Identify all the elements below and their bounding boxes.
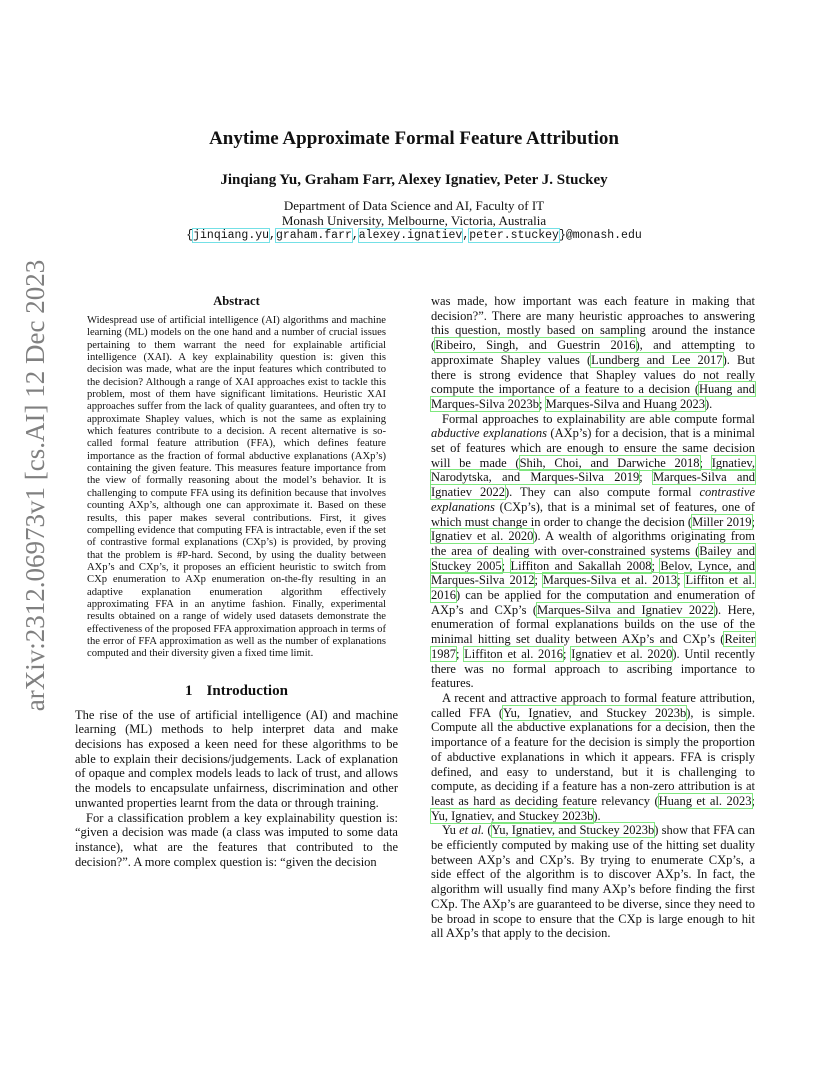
citation-link[interactable]: Miller 2019 xyxy=(692,514,752,529)
citation-link[interactable]: Lundberg and Lee 2017 xyxy=(591,352,723,367)
email-link-ignatiev[interactable]: alexey.ignatiev xyxy=(358,229,463,242)
citation-link[interactable]: Liffiton and Sakallah 2008 xyxy=(510,558,652,573)
citation-link[interactable]: Ignatiev, Narodytska, and Marques-Silva 2019 xyxy=(431,455,755,485)
citation-link[interactable]: Bailey and Stuckey 2005 xyxy=(431,543,755,573)
arxiv-identifier-stamp xyxy=(18,259,54,711)
citation-link[interactable]: Marques-Silva and Ignatiev 2022 xyxy=(537,602,714,617)
abstract-heading: Abstract xyxy=(213,294,260,308)
intro-paragraph-3: Formal approaches to explainability are able compute formal abductive explanations (AXp’s) for a decision, that is a minimal set of features which are enough to ensure the same decision will be made (Shih, Choi, and Darwiche 2018; Ignatiev, Narodytska, and Marques-Silva 2019; Marques-Silva and Ignatiev 2022). They can also compute formal contrastive explanations (CXp’s), that is a minimal set of features, one of which must change in order to change the decision (Miller 2019; Ignatiev et al. 2020). A wealth of algorithms originating from the area of dealing with over-constrained systems (Bailey and Stuckey 2005; Liffiton and Sakallah 2008; Belov, Lynce, and Marques-Silva 2012; Marques-Silva et al. 2013; Liffiton et al. 2016) can be applied for the computation and enumeration of AXp’s and CXp’s (Marques-Silva and Ignatiev 2022). Here, enumeration of formal explanations builds on the use of the minimal hitting set duality between AXp’s and CXp’s (Reiter 1987; Liffiton et al. 2016; Ignatiev et al. 2020). Until recently there was no formal approach to ascribing importance to features. xyxy=(431,411,756,691)
citation-link[interactable]: Marques-Silva et al. 2013 xyxy=(542,573,678,588)
citation-link[interactable]: Marques-Silva and Huang 2023 xyxy=(545,396,705,411)
affiliation-line-1: Department of Data Science and AI, Faculty of IT xyxy=(283,198,545,213)
citation-link[interactable]: Liffiton et al. 2016 xyxy=(464,646,564,661)
email-link-yu[interactable]: jinqiang.yu xyxy=(193,229,270,242)
email-link-farr[interactable]: graham.farr xyxy=(275,229,352,242)
intro-paragraph-4: A recent and attractive approach to formal feature attribution, called FFA (Yu, Ignatiev, and Stuckey 2023b), is simple. Compute all the abductive explanations for a decision, then the importance of a feature for the decision is simply the proportion of abductive explanations in which it appears. FFA is crisply defined, and easy to understand, but it is challenging to compute, as deciding if a feature has a non-zero attribution is at least as hard as deciding feature relevancy (Huang et al. 2023; Yu, Ignatiev, and Stuckey 2023b). xyxy=(431,690,755,823)
abstract-body: Widespread use of artificial intelligence (AI) algorithms and machine learning (ML) models on the one hand and a number of crucial issues pertaining to them warrant the need for explainable artificial intelligence (XAI). A key explainability question is: given this decision was made, what are the input features which contributed to the decision? Although a range of XAI approaches exist to tackle this problem, most of them have significant limitations. Heuristic XAI approaches suffer from the lack of quality guarantees, and often try to approximate Shapley values, which is not the same as explaining which features contribute to a decision. A recent alternative is so-called formal feature attribution (FFA), which defines feature importance as the fraction of formal abductive explanations (AXp’s) containing the given feature. This measures feature importance from the view of formally reasoning about the model’s behavior. It is challenging to compute FFA using its definition because that involves counting AXp’s, although one can approximate it. Based on these results, this paper makes several contributions. First, it gives compelling evidence that computing FFA is intractable, even if the set of contrastive formal explanations (CXp’s) is provided, by proving that the problem is #P-hard. Second, by using the duality between AXp’s and CXp’s, it proposes an efficient heuristic to switch from CXp enumeration to AXp enumeration on-the-fly resulting in an adaptive explanation enumeration algorithm effectively approximating FFA in an anytime fashion. Finally, experimental results obtained on a range of widely used datasets demonstrate the effectiveness of the proposed FFA approximation approach in terms of the error of FFA approximation as well as the number of explanations computed and their diversity given a fixed time limit. xyxy=(87,315,386,660)
intro-paragraph-5: Yu et al. (Yu, Ignatiev, and Stuckey 2023b) show that FFA can be efficiently computed by making use of the hitting set duality between AXp’s and CXp’s. By trying to enumerate CXp’s, a side effect of the algorithm is to discover AXp’s. In fact, the algorithm will usually find many AXp’s before finding the first CXp. The AXp’s are guaranteed to be diverse, since they need to be broad in scope to ensure that the CXp is large enough to hit all AXp’s that apply to the decision. xyxy=(431,823,755,941)
citation-link[interactable]: Ribeiro, Singh, and Guestrin 2016 xyxy=(435,338,636,353)
email-link-stuckey[interactable]: peter.stuckey xyxy=(469,229,559,242)
paper-title: Anytime Approximate Formal Feature Attribution xyxy=(209,128,619,149)
intro-paragraph-2: For a classification problem a key explainability question is: “given a decision was made (a class was imputed to some data instance), what are the features that contributed to the decision?”. A more complex question is: “given the decision xyxy=(75,810,398,869)
citation-link[interactable]: Huang et al. 2023 xyxy=(658,793,752,808)
section-title-text: Introduction xyxy=(206,682,288,699)
citation-link[interactable]: Yu, Ignatiev, and Stuckey 2023b xyxy=(503,705,687,720)
citation-link[interactable]: Yu, Ignatiev, and Stuckey 2023b xyxy=(491,823,655,838)
email-brace-open: { xyxy=(186,229,194,242)
right-column xyxy=(431,294,755,941)
author-emails: {jinqiang.yu,graham.farr,alexey.ignatiev,peter.stuckey}@monash.edu xyxy=(186,229,642,242)
intro-paragraph-2-continued: was made, how important was each feature in making that decision?”. There are many heuristic approaches to answering this question, mostly based on sampling around the instance (Ribeiro, Singh, and Guestrin 2016), and attempting to approximate Shapley values (Lundberg and Lee 2017). But there is strong evidence that Shapley values do not really compute the importance of a feature to a decision (Huang and Marques-Silva 2023b; Marques-Silva and Huang 2023). xyxy=(431,294,756,411)
citation-link[interactable]: Ignatiev et al. 2020 xyxy=(571,646,673,661)
intro-paragraph-1: The rise of the use of artificial intelligence (AI) and machine learning (ML) methods to help interpret data and make decisions has exposed a keen need for these algorithms to be able to explain their decisions/judgements. Lack of explanation of opaque and complex models leads to lack of trust, and allows the models to encapsulate unfairness, discrimination and other unwanted properties learnt from the data or through training. xyxy=(75,707,398,810)
paper-authors: Jinqiang Yu, Graham Farr, Alexey Ignatiev, Peter J. Stuckey xyxy=(220,172,608,188)
section-number: 1 xyxy=(185,682,193,699)
citation-link[interactable]: Liffiton et al. 2016 xyxy=(431,573,755,603)
citation-link[interactable]: Yu, Ignatiev, and Stuckey 2023b xyxy=(431,808,594,823)
arxiv-identifier-text: arXiv:2312.06973v1 [cs.AI] 12 Dec 2023 xyxy=(20,259,51,711)
citation-link[interactable]: Reiter 1987 xyxy=(431,632,755,661)
citation-link[interactable]: Huang and Marques-Silva 2023b xyxy=(431,382,755,411)
citation-link[interactable]: Shih, Choi, and Darwiche 2018 xyxy=(519,455,700,470)
citation-link[interactable]: Marques-Silva and Ignatiev 2022 xyxy=(431,470,755,500)
email-domain: }@monash.edu xyxy=(558,229,642,242)
left-column xyxy=(75,294,398,869)
citation-link[interactable]: Belov, Lynce, and Marques-Silva 2012 xyxy=(431,558,756,588)
section-heading-introduction xyxy=(75,683,398,700)
affiliation-line-2: Monash University, Melbourne, Victoria, Australia xyxy=(281,213,547,228)
citation-link[interactable]: Ignatiev et al. 2020 xyxy=(431,529,534,544)
